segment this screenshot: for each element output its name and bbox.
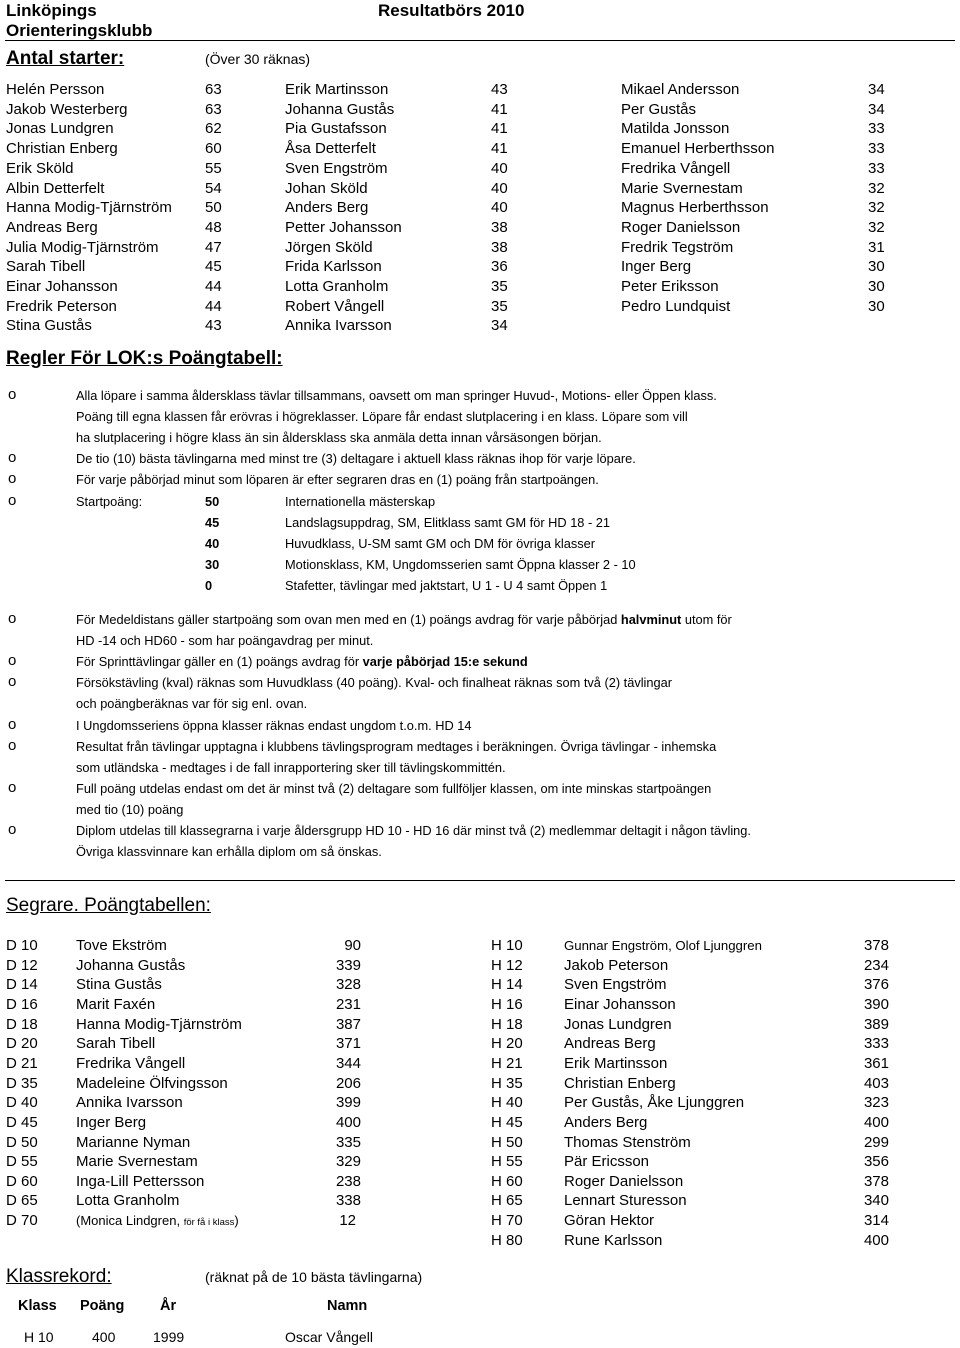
winner-name-part: ) bbox=[234, 1213, 239, 1229]
winner-points: 340 bbox=[863, 1192, 889, 1210]
winner-name: Gunnar Engström, Olof Ljunggren bbox=[564, 938, 762, 953]
winner-name: Lotta Granholm bbox=[76, 1192, 180, 1210]
start-points-desc: Huvudklass, U-SM samt GM och DM för övriga klasser bbox=[285, 535, 596, 551]
starts-count: 54 bbox=[205, 179, 222, 197]
winner-name: Andreas Berg bbox=[564, 1035, 656, 1053]
bullet-marker: o bbox=[8, 778, 17, 796]
starts-count: 34 bbox=[491, 317, 508, 335]
starts-count: 36 bbox=[491, 258, 508, 276]
starts-name: Fredrik Tegström bbox=[621, 238, 734, 256]
rule-text: För varje påbörjad minut som löparen är efter segraren dras en (1) poäng från startpoängen. bbox=[76, 472, 599, 488]
starts-name: Stina Gustås bbox=[6, 317, 92, 335]
rule-text-part: För Medeldistans gäller startpoäng som ovan men med en (1) poängs avdrag för varje påbörjad bbox=[76, 612, 621, 627]
rule-text: och poängberäknas var för sig enl. ovan. bbox=[76, 696, 308, 712]
winner-points: 328 bbox=[335, 976, 361, 994]
winner-points: 371 bbox=[335, 1035, 361, 1053]
winner-points: 238 bbox=[335, 1172, 361, 1190]
bullet-marker: o bbox=[8, 821, 17, 838]
starts-count: 40 bbox=[491, 179, 508, 197]
starts-count: 60 bbox=[205, 140, 222, 158]
winner-points: 335 bbox=[335, 1133, 361, 1151]
winner-class: H 18 bbox=[491, 1015, 523, 1033]
starts-name: Marie Svernestam bbox=[621, 179, 743, 197]
starts-name: Julia Modig-Tjärnström bbox=[6, 238, 159, 256]
winner-name: Erik Martinsson bbox=[564, 1054, 668, 1072]
starts-count: 63 bbox=[205, 100, 222, 118]
winner-points: 90 bbox=[344, 937, 361, 954]
record-year: 1999 bbox=[153, 1329, 185, 1345]
start-points-value: 0 bbox=[205, 577, 213, 593]
winner-class: H 50 bbox=[491, 1133, 523, 1151]
winner-points: 399 bbox=[335, 1094, 361, 1112]
starts-name: Jörgen Sköld bbox=[285, 238, 373, 256]
winner-class: H 65 bbox=[491, 1192, 523, 1210]
winner-points: 299 bbox=[863, 1133, 889, 1151]
starts-count: 33 bbox=[868, 159, 885, 177]
winner-name: Fredrika Vångell bbox=[76, 1054, 186, 1072]
records-heading: Klassrekord: bbox=[6, 1266, 112, 1287]
winner-class: H 21 bbox=[491, 1054, 523, 1072]
start-points-desc: Stafetter, tävlingar med jaktstart, U 1 - U 4 samt Öppen 1 bbox=[285, 577, 608, 593]
rule-text-bold: varje påbörjad 15:e sekund bbox=[362, 654, 528, 670]
winner-name: Jakob Peterson bbox=[564, 956, 669, 974]
starts-count: 40 bbox=[491, 159, 508, 177]
winner-name: Marianne Nyman bbox=[76, 1133, 191, 1151]
header-divider bbox=[5, 40, 955, 41]
winner-points: 390 bbox=[863, 995, 889, 1013]
rule-text-sprint bbox=[76, 654, 528, 669]
winner-name: Marit Faxén bbox=[76, 995, 156, 1013]
starts-count: 30 bbox=[868, 297, 885, 315]
winner-class: H 10 bbox=[491, 937, 523, 954]
winner-points: 389 bbox=[863, 1015, 889, 1033]
starts-name: Annika Ivarsson bbox=[285, 317, 392, 335]
rule-text: Försökstävling (kval) räknas som Huvudklass (40 poäng). Kval- och finalheat räknas som två (2) tävlingar bbox=[76, 675, 673, 691]
winner-class: H 60 bbox=[491, 1172, 523, 1190]
bullet-marker: o bbox=[8, 652, 17, 670]
winner-class: D 65 bbox=[6, 1192, 38, 1210]
rule-text: med tio (10) poäng bbox=[76, 801, 184, 817]
winner-name: Roger Danielsson bbox=[564, 1172, 684, 1190]
starts-name: Albin Detterfelt bbox=[6, 179, 105, 197]
starts-name: Andreas Berg bbox=[6, 218, 98, 236]
rule-text: ha slutplacering i högre klass än sin åldersklass ska anmäla detta innan vårsäsongen början. bbox=[76, 430, 602, 446]
starts-name: Peter Eriksson bbox=[621, 278, 719, 295]
winner-class: D 40 bbox=[6, 1094, 38, 1112]
bullet-marker: o bbox=[8, 736, 17, 754]
starts-count: 38 bbox=[491, 238, 508, 256]
winner-points: 378 bbox=[863, 937, 889, 954]
starts-count: 44 bbox=[205, 297, 222, 315]
starts-note: (Över 30 räknas) bbox=[205, 51, 311, 67]
starts-name: Fredrik Peterson bbox=[6, 297, 117, 315]
starts-heading: Antal starter: bbox=[6, 48, 125, 69]
starts-name: Einar Johansson bbox=[6, 278, 118, 295]
winner-class: H 20 bbox=[491, 1035, 523, 1053]
winner-points: 338 bbox=[335, 1192, 361, 1210]
rule-text-part: För Sprinttävlingar gäller en (1) poängs avdrag för bbox=[76, 654, 363, 670]
winner-class: H 80 bbox=[491, 1231, 523, 1249]
winner-points: 333 bbox=[863, 1035, 889, 1053]
start-points-desc: Internationella mästerskap bbox=[285, 493, 436, 509]
winner-class: H 16 bbox=[491, 995, 523, 1013]
rule-text: Övriga klassvinnare kan erhålla diplom om så önskas. bbox=[76, 844, 382, 860]
winner-points: 231 bbox=[335, 995, 361, 1013]
rule-text: Alla löpare i samma åldersklass tävlar tillsammans, oavsett om man springer Huvud-, Motions- eller Öppen klass. bbox=[76, 388, 717, 403]
winner-name: Göran Hektor bbox=[564, 1212, 655, 1230]
winner-points: 378 bbox=[863, 1172, 889, 1190]
starts-name: Lotta Granholm bbox=[285, 278, 389, 295]
record-points: 400 bbox=[92, 1329, 116, 1345]
starts-name: Frida Karlsson bbox=[285, 258, 382, 276]
starts-count: 35 bbox=[491, 278, 508, 295]
winner-points: 400 bbox=[335, 1113, 361, 1131]
bullet-marker: o bbox=[8, 449, 17, 467]
starts-count: 30 bbox=[868, 258, 885, 276]
starts-name: Magnus Herberthsson bbox=[621, 199, 769, 217]
rule-text: Full poäng utdelas endast om det är minst två (2) deltagare som fullföljer klassen, om inte minskas startpoängen bbox=[76, 780, 712, 796]
document-title: Resultatbörs 2010 bbox=[378, 1, 525, 20]
rule-text: I Ungdomsseriens öppna klasser räknas endast ungdom t.o.m. HD 14 bbox=[76, 717, 472, 733]
winner-class: H 12 bbox=[491, 956, 523, 974]
winner-class: D 21 bbox=[6, 1054, 38, 1072]
winner-name: Christian Enberg bbox=[564, 1074, 676, 1092]
winner-class: D 12 bbox=[6, 956, 38, 974]
starts-count: 43 bbox=[205, 317, 222, 335]
starts-name: Sarah Tibell bbox=[6, 258, 86, 276]
winner-name: Marie Svernestam bbox=[76, 1153, 198, 1171]
winner-note: för få i klass bbox=[183, 1217, 235, 1229]
starts-name: Hanna Modig-Tjärnström bbox=[6, 199, 172, 217]
winner-name: Thomas Stenström bbox=[564, 1133, 691, 1151]
winner-name: Einar Johansson bbox=[564, 995, 676, 1013]
starts-name: Pedro Lundquist bbox=[621, 297, 731, 315]
winner-class: H 45 bbox=[491, 1113, 523, 1131]
starts-count: 47 bbox=[205, 238, 222, 256]
starts-name: Mikael Andersson bbox=[621, 81, 740, 98]
starts-count: 41 bbox=[491, 140, 508, 158]
winner-class: D 55 bbox=[6, 1153, 38, 1171]
winner-class: D 45 bbox=[6, 1113, 38, 1131]
records-col-name: Namn bbox=[327, 1298, 368, 1314]
starts-name: Erik Sköld bbox=[6, 159, 74, 177]
start-points-desc: Motionsklass, KM, Ungdomsserien samt Öppna klasser 2 - 10 bbox=[285, 556, 636, 572]
rules-heading: Regler För LOK:s Poängtabell: bbox=[6, 348, 283, 369]
winner-class: H 70 bbox=[491, 1212, 523, 1230]
winner-points: 400 bbox=[863, 1113, 889, 1131]
starts-count: 32 bbox=[868, 179, 885, 197]
starts-count: 34 bbox=[868, 100, 885, 118]
club-name: Linköpings Orienteringsklubb bbox=[6, 1, 153, 40]
starts-count: 32 bbox=[868, 199, 885, 217]
rule-text: Diplom utdelas till klassegrarna i varje åldersgrupp HD 10 - HD 16 där minst två (2) medlemmar deltagit i någon tävling. bbox=[76, 823, 751, 838]
winner-points: 376 bbox=[863, 976, 889, 994]
starts-count: 55 bbox=[205, 159, 222, 177]
winner-class: H 14 bbox=[491, 976, 523, 994]
winner-name: Lennart Sturesson bbox=[564, 1192, 687, 1210]
start-points-value: 40 bbox=[205, 535, 220, 551]
start-points-value: 30 bbox=[205, 556, 220, 572]
starts-count: 30 bbox=[868, 278, 885, 295]
winner-class: D 10 bbox=[6, 937, 38, 954]
starts-count: 45 bbox=[205, 258, 222, 276]
winner-points: 400 bbox=[863, 1231, 889, 1249]
winner-class: H 40 bbox=[491, 1094, 523, 1112]
starts-count: 63 bbox=[205, 81, 222, 98]
starts-count: 48 bbox=[205, 218, 222, 236]
records-col-year: År bbox=[160, 1298, 177, 1314]
starts-count: 33 bbox=[868, 120, 885, 138]
winners-heading: Segrare. Poängtabellen: bbox=[6, 895, 211, 916]
records-col-class: Klass bbox=[18, 1298, 57, 1314]
starts-name: Robert Vångell bbox=[285, 297, 385, 315]
starts-name: Johan Sköld bbox=[285, 179, 368, 197]
winner-class: D 14 bbox=[6, 976, 38, 994]
winner-class: H 35 bbox=[491, 1074, 523, 1092]
rule-text-bold: halvminut bbox=[620, 612, 682, 627]
winner-points: 206 bbox=[335, 1074, 361, 1092]
winner-class: D 18 bbox=[6, 1015, 38, 1033]
rule-text: som utländska - medtages i de fall inrapportering sker till tävlingskommittén. bbox=[76, 759, 506, 775]
winner-points: 329 bbox=[335, 1153, 361, 1171]
winner-name: Sven Engström bbox=[564, 976, 667, 994]
start-points-value: 45 bbox=[205, 514, 220, 530]
starts-name: Petter Johansson bbox=[285, 218, 402, 236]
winner-class: D 70 bbox=[6, 1212, 38, 1230]
rule-text: Poäng till egna klassen får erövras i högreklasser. Löpare får endast slutplacering i en klass. Löpare som vill bbox=[76, 409, 688, 425]
starts-count: 44 bbox=[205, 278, 222, 295]
starts-count: 41 bbox=[491, 120, 508, 138]
bullet-marker: o bbox=[8, 610, 17, 627]
records-col-points: Poäng bbox=[80, 1298, 125, 1314]
starts-count: 50 bbox=[205, 199, 222, 217]
starts-count: 62 bbox=[205, 120, 222, 138]
starts-name: Johanna Gustås bbox=[285, 100, 395, 118]
winner-name: Tove Ekström bbox=[76, 937, 167, 954]
record-name: Oscar Vångell bbox=[285, 1329, 373, 1345]
winner-name: Stina Gustås bbox=[76, 976, 162, 994]
starts-count: 35 bbox=[491, 297, 508, 315]
rule-text-middle-distance bbox=[76, 612, 732, 627]
winner-points: 387 bbox=[335, 1015, 361, 1033]
starts-name: Emanuel Herberthsson bbox=[621, 140, 775, 158]
winner-name: Pär Ericsson bbox=[564, 1153, 650, 1171]
bullet-marker: o bbox=[8, 715, 17, 733]
starts-name: Roger Danielsson bbox=[621, 218, 741, 236]
starts-count: 38 bbox=[491, 218, 508, 236]
starts-name: Pia Gustafsson bbox=[285, 120, 387, 138]
winner-class: D 60 bbox=[6, 1172, 38, 1190]
starts-name: Inger Berg bbox=[621, 258, 692, 276]
rule-text: HD -14 och HD60 - som har poängavdrag per minut. bbox=[76, 633, 374, 649]
winner-name: Inga-Lill Pettersson bbox=[76, 1172, 205, 1190]
bullet-marker: o bbox=[8, 470, 17, 488]
winner-points: 361 bbox=[863, 1054, 889, 1072]
winner-name: Anders Berg bbox=[564, 1113, 648, 1131]
winner-name: Madeleine Ölfvingsson bbox=[76, 1074, 228, 1092]
starts-name: Jakob Westerberg bbox=[6, 100, 128, 118]
winner-points: 323 bbox=[863, 1094, 889, 1112]
winner-class: H 55 bbox=[491, 1153, 523, 1171]
winner-points: 12 bbox=[339, 1212, 356, 1230]
winner-points: 356 bbox=[863, 1153, 889, 1171]
rule-text: Resultat från tävlingar upptagna i klubbens tävlingsprogram medtages i beräkningen. Övriga tävlingar - inhemska bbox=[76, 738, 717, 754]
start-points-value: 50 bbox=[205, 493, 220, 509]
starts-name: Sven Engström bbox=[285, 159, 388, 177]
winner-class: D 35 bbox=[6, 1074, 38, 1092]
winner-points: 314 bbox=[863, 1212, 889, 1230]
starts-count: 43 bbox=[491, 81, 508, 98]
starts-count: 32 bbox=[868, 218, 885, 236]
starts-name: Helén Persson bbox=[6, 81, 105, 98]
winner-points: 339 bbox=[335, 956, 361, 974]
record-class: H 10 bbox=[24, 1329, 54, 1345]
winner-name: Annika Ivarsson bbox=[76, 1094, 183, 1112]
starts-name: Per Gustås bbox=[621, 100, 697, 118]
winners-divider bbox=[5, 880, 955, 881]
winner-name: Hanna Modig-Tjärnström bbox=[76, 1015, 242, 1033]
winner-class: D 50 bbox=[6, 1133, 38, 1151]
starts-count: 41 bbox=[491, 100, 508, 118]
start-points-label: Startpoäng: bbox=[76, 493, 143, 509]
bullet-marker: o bbox=[8, 386, 17, 403]
winner-points: 403 bbox=[863, 1074, 889, 1092]
winner-name: Per Gustås, Åke Ljunggren bbox=[564, 1094, 745, 1112]
start-points-desc: Landslagsuppdrag, SM, Elitklass samt GM för HD 18 - 21 bbox=[285, 514, 611, 530]
winner-name: Johanna Gustås bbox=[76, 956, 186, 974]
records-note: (räknat på de 10 bästa tävlingarna) bbox=[205, 1269, 423, 1285]
winner-points: 234 bbox=[863, 956, 889, 974]
starts-count: 31 bbox=[868, 238, 885, 256]
winner-name: Rune Karlsson bbox=[564, 1231, 663, 1249]
winner-name: Inger Berg bbox=[76, 1113, 147, 1131]
winner-name: Sarah Tibell bbox=[76, 1035, 156, 1053]
starts-name: Matilda Jonsson bbox=[621, 120, 730, 138]
winner-class: D 16 bbox=[6, 995, 38, 1013]
starts-name: Fredrika Vångell bbox=[621, 159, 731, 177]
starts-name: Anders Berg bbox=[285, 199, 369, 217]
winner-name bbox=[76, 1213, 239, 1228]
bullet-marker: o bbox=[8, 491, 17, 509]
winner-name: Jonas Lundgren bbox=[564, 1015, 672, 1033]
rule-text: De tio (10) bästa tävlingarna med minst tre (3) deltagare i aktuell klass räknas ihop för varje löpare. bbox=[76, 451, 636, 467]
rule-text-part: utom för bbox=[681, 612, 732, 627]
winner-name-part: (Monica Lindgren, bbox=[76, 1213, 181, 1229]
starts-count: 34 bbox=[868, 81, 885, 98]
starts-count: 40 bbox=[491, 199, 508, 217]
bullet-marker: o bbox=[8, 673, 17, 691]
winner-class: D 20 bbox=[6, 1035, 38, 1053]
starts-name: Åsa Detterfelt bbox=[285, 140, 376, 158]
starts-name: Christian Enberg bbox=[6, 140, 118, 158]
winner-points: 344 bbox=[335, 1054, 361, 1072]
starts-name: Erik Martinsson bbox=[285, 81, 389, 98]
starts-name: Jonas Lundgren bbox=[6, 120, 114, 138]
starts-count: 33 bbox=[868, 140, 885, 158]
